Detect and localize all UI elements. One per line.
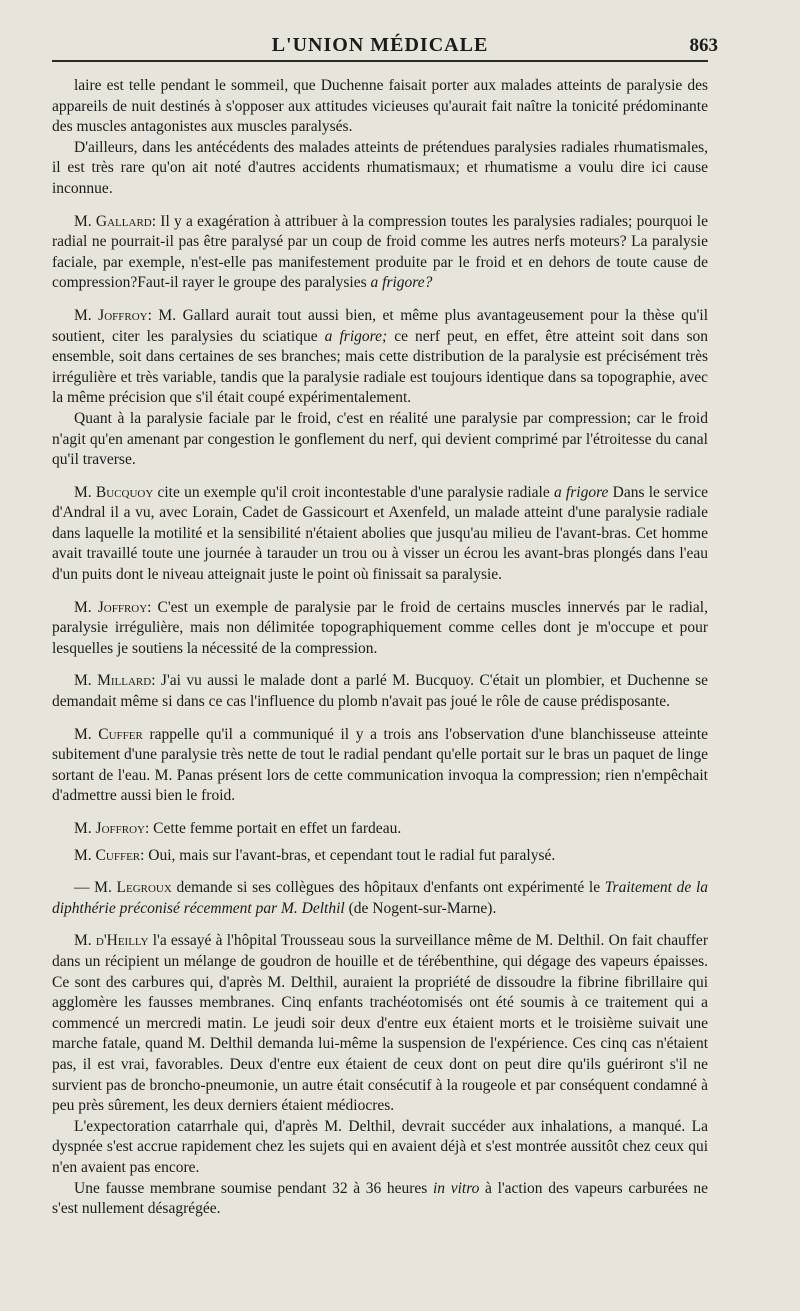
paragraph bbox=[52, 409, 708, 471]
speaker-name: Joffroy bbox=[97, 598, 148, 616]
italic-text: a frigore; bbox=[324, 327, 388, 345]
paragraph bbox=[52, 138, 708, 200]
text-run: ce nerf peut, en effet, être atteint soit dans son ensemble, soit dans certaines de ses branches; mais cette distribution de la paralysie est précisément très irrégulière et très variable, tandis que la paralysie radiale est toujours identique dans sa topographie, avec la même précision que s'il était coupé expérimentalement. bbox=[52, 327, 708, 407]
paragraph bbox=[52, 1179, 708, 1220]
paragraph bbox=[52, 725, 708, 807]
text-run: M. bbox=[74, 306, 99, 324]
speaker-name: Cuffer bbox=[95, 846, 141, 864]
speaker-name: Bucquoy bbox=[95, 483, 154, 501]
text-run: M. bbox=[74, 820, 96, 837]
text-run: : Oui, mais sur l'avant-bras, et cependant tout le radial fut paralysé. bbox=[140, 846, 556, 864]
speaker-name: Legroux bbox=[116, 879, 172, 897]
text-run: (de Nogent-sur-Marne). bbox=[344, 899, 497, 917]
paragraph bbox=[52, 819, 708, 840]
text-run: : Cette femme portait en effet un fardeau. bbox=[144, 820, 402, 837]
text-run: : M. Gallard aurait tout aussi bien, et même plus avantageusement pour la thèse qu'il soutient, citer les paralysies du sciatique bbox=[52, 306, 708, 345]
paragraph bbox=[52, 598, 708, 660]
text-run: M. bbox=[74, 932, 96, 950]
text-run: M. bbox=[74, 598, 98, 616]
paragraph bbox=[52, 483, 708, 586]
text-run: l'a essayé à l'hôpital Trousseau sous la surveillance même de M. Delthil. On fait chauffer dans un récipient un mélange de goudron de houille et de térébenthine, qui dégage des vapeurs épaisses. Ce sont des carbures qui, d'après M. Delthil, auraient la propriété de dissoudre la fibrine fibrillaire qui agglomère les fausses membranes. Cinq enfants trachéotomisés ont été soumis à ce traitement qui a commencé un mercredi matin. Le jeudi soir deux d'entre eux étaient morts et le troisième suivait une marche fatale, quand M. Delthil demanda lui-même la suspension de l'expérience. Ces cinq cas n'étaient pas, il est vrai, favorables. Deux d'entre eux étaient de ceux dont on peut dire qu'ils guériront s'il ne survient pas de broncho-pneumonie, un autre était consécutif à la rougeole et par conséquent condamné à peu près sûrement, les deux derniers étaient médiocres. bbox=[52, 932, 708, 1115]
page-number: 863 bbox=[689, 35, 718, 56]
text-run: — M. bbox=[74, 879, 117, 897]
speaker-name: Gallard bbox=[95, 212, 152, 230]
speaker-name: Joffroy bbox=[95, 820, 145, 837]
text-run: L'expectoration catarrhale qui, d'après M. Delthil, devrait succéder aux inhalations, a manqué. La dyspnée s'est accrue rapidement chez les sujets qui en avaient déjà et s'est montrée aussitôt chez ceux qui n'en avaient pas encore. bbox=[52, 1117, 708, 1176]
paragraph bbox=[52, 212, 708, 294]
text-run: laire est telle pendant le sommeil, que Duchenne faisait porter aux malades atteints de paralysie des appareils de nuit destinés à s'opposer aux attitudes vicieuses qu'aurait fait naître la tonicité prédominante des muscles antagonistes aux muscles paralysés. bbox=[52, 77, 708, 136]
paragraph bbox=[52, 1117, 708, 1179]
text-run: : Il y a exagération à attribuer à la compression toutes les paralysies radiales; pourquoi le radial ne pourrait-il pas être paralysé par un coup de froid comme les autres nerfs moteurs? La paralysie faciale, par exemple, n'est-elle pas manifestement produite par le froid et en dehors de toute cause de compression?Faut-il rayer le groupe des paralysies bbox=[52, 212, 708, 292]
speaker-name: Joffroy bbox=[98, 306, 148, 324]
speaker-name: Cuffer bbox=[98, 725, 143, 743]
text-run: demande si ses collègues des hôpitaux d'enfants ont expérimenté le bbox=[171, 879, 605, 897]
text-run: Quant à la paralysie faciale par le froid, c'est en réalité une paralysie par compression; car le froid n'agit qu'en amenant par congestion le gonflement du nerf, qui devient comprimé par l'étroitesse du canal qu'il traverse. bbox=[52, 409, 708, 469]
paragraph bbox=[52, 878, 708, 919]
paragraph bbox=[52, 76, 708, 138]
paragraph bbox=[52, 671, 708, 712]
text-run: M. bbox=[74, 846, 96, 864]
text-run: à l'action des vapeurs carburées ne s'est nullement désagrégée. bbox=[52, 1179, 708, 1218]
speaker-name: Millard bbox=[97, 672, 152, 690]
paragraph bbox=[52, 846, 708, 867]
text-run: Dans le service d'Andral il a vu, avec Lorain, Cadet de Gassicourt et Axenfeld, un malade atteint d'une paralysie radiale dans laquelle la motilité et la sensibilité n'étaient abolies que jusqu'au milieu de l'avant-bras. Cet homme avait travaillé toute une journée à tarauder un trou ou à visser un écrou les avant-bras plongés dans l'eau d'un puits dont le niveau atteignait juste le point où finissait sa paralysie. bbox=[52, 483, 708, 584]
text-run: M. bbox=[74, 725, 99, 743]
text-run: Une fausse membrane soumise pendant 32 à 36 heures bbox=[74, 1179, 433, 1197]
text-run: : J'ai vu aussi le malade dont a parlé M. Bucquoy. C'était un plombier, et Duchenne se demandait même si dans ce cas l'influence du plomb n'avait pas joué le rôle de cause prédisposante. bbox=[52, 672, 708, 711]
text-run: D'ailleurs, dans les antécédents des malades atteints de prétendues paralysies radiales rhumatismales, il est très rare qu'on ait noté d'autres accidents rhumatismaux; et rhumatisme a voulu dire ici cause inconnue. bbox=[52, 138, 708, 197]
italic-text: in vitro bbox=[433, 1179, 480, 1197]
speaker-name: d'Heilly bbox=[95, 932, 149, 950]
text-run: : C'est un exemple de paralysie par le froid de certains muscles innervés par le radial, paralysie irrégulière, mais non délimitée topographiquement comme celles dont je m'occupe et pour lesquelles je soutiens la nécessité de la compression. bbox=[52, 598, 708, 657]
text-run: M. bbox=[74, 483, 96, 501]
italic-text: Traitement de la diphthérie préconisé récemment par M. Delthil bbox=[52, 879, 708, 917]
text-run: cite un exemple qu'il croit incontestable d'une paralysie radiale bbox=[153, 483, 554, 501]
journal-title: L'UNION MÉDICALE bbox=[271, 34, 489, 56]
paragraph bbox=[52, 306, 708, 409]
italic-text: a frigore? bbox=[370, 274, 433, 292]
article-body bbox=[52, 76, 708, 1220]
paragraph bbox=[52, 931, 708, 1116]
text-run: rappelle qu'il a communiqué il y a trois ans l'observation d'une blanchisseuse atteinte subitement d'une paralysie très nette de tout le radial pendant qu'elle portait sur le bras un paquet de linge sortant de l'eau. M. Panas présent lors de cette communication invoqua la compression; rien n'empêchait d'admettre aussi bien le froid. bbox=[52, 725, 708, 805]
text-run: M. bbox=[74, 672, 98, 690]
italic-text: a frigore bbox=[553, 483, 609, 501]
text-run: M. bbox=[74, 212, 96, 230]
running-header bbox=[52, 24, 718, 62]
